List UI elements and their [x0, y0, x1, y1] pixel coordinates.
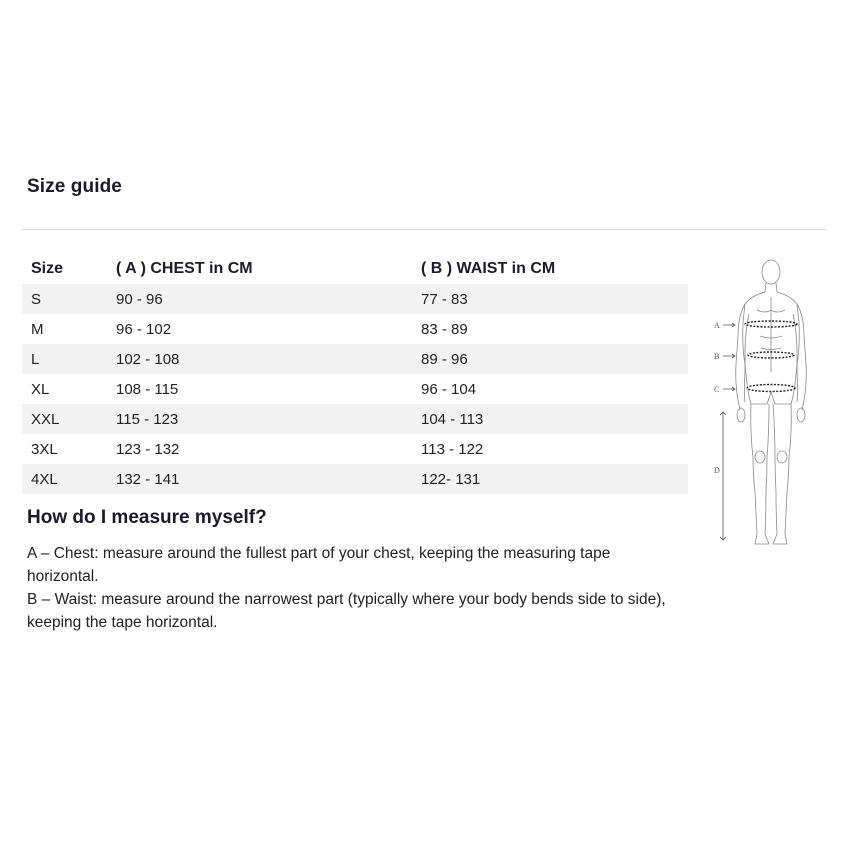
measure-instructions — [27, 542, 667, 634]
table-row — [22, 314, 688, 344]
cell-waist: 113 - 122 — [421, 440, 484, 458]
cell-chest: 108 - 115 — [116, 380, 179, 398]
cell-waist: 89 - 96 — [421, 350, 468, 368]
chest-instruction: A – Chest: measure around the fullest part of your chest, keeping the measuring tape horizontal. — [27, 545, 611, 585]
table-row — [22, 374, 688, 404]
cell-chest: 96 - 102 — [116, 320, 172, 338]
size-table — [22, 254, 688, 494]
cell-chest: 102 - 108 — [116, 350, 180, 368]
cell-chest: 115 - 123 — [116, 410, 179, 428]
cell-size: M — [31, 320, 44, 338]
cell-waist: 83 - 89 — [421, 320, 468, 338]
table-row — [22, 434, 688, 464]
table-row — [22, 284, 688, 314]
marker-b: B — [714, 352, 720, 361]
page-title: Size guide — [27, 176, 122, 197]
header-size: Size — [31, 260, 64, 277]
table-row — [22, 344, 688, 374]
header-waist: ( B ) WAIST in CM — [421, 260, 556, 277]
cell-chest: 123 - 132 — [116, 440, 180, 458]
cell-chest: 132 - 141 — [116, 470, 180, 488]
header-chest: ( A ) CHEST in CM — [116, 260, 253, 277]
cell-size: XXL — [31, 410, 60, 428]
marker-d: D — [714, 466, 720, 475]
cell-waist: 96 - 104 — [421, 380, 477, 398]
cell-waist: 104 - 113 — [421, 410, 484, 428]
table-row — [22, 404, 688, 434]
marker-c: C — [714, 385, 720, 394]
waist-instruction: B – Waist: measure around the narrowest part (typically where your body bends side to side), keeping the tape horizontal. — [27, 591, 666, 631]
table-row — [22, 464, 688, 494]
cell-size: 4XL — [31, 470, 58, 488]
cell-waist: 77 - 83 — [421, 290, 468, 308]
cell-size: S — [31, 290, 42, 308]
cell-size: L — [31, 350, 40, 368]
measure-heading: How do I measure myself? — [27, 507, 267, 528]
table-header-row — [22, 254, 688, 284]
marker-a: A — [714, 321, 720, 330]
divider — [22, 229, 826, 230]
cell-size: XL — [31, 380, 50, 398]
cell-chest: 90 - 96 — [116, 290, 163, 308]
body-measurement-figure-icon — [705, 252, 825, 554]
cell-size: 3XL — [31, 440, 58, 458]
cell-waist: 122- 131 — [421, 470, 481, 488]
